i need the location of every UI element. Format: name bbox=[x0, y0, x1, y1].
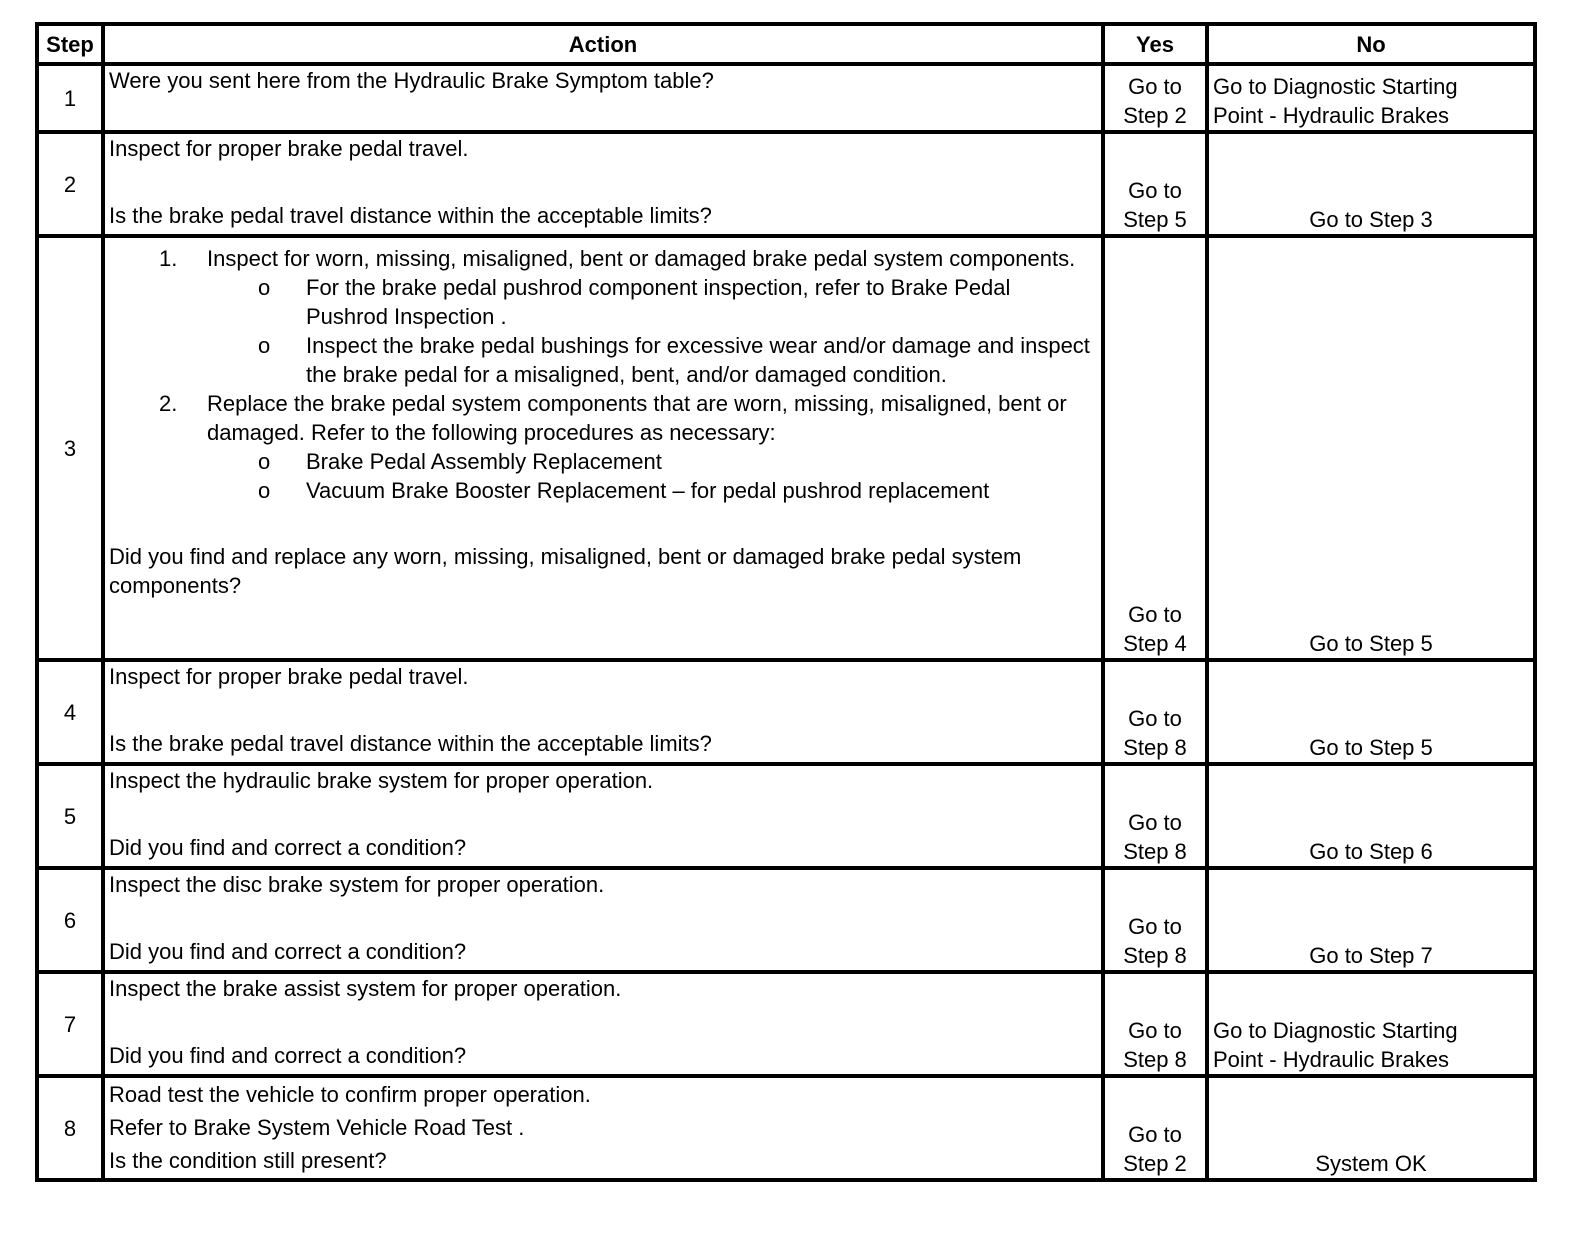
sub-list bbox=[207, 273, 1097, 389]
no-text: Go to Step 6 bbox=[1309, 839, 1433, 864]
procedure-number: 1. bbox=[159, 246, 178, 271]
table-row bbox=[37, 64, 1535, 132]
action-question: Is the brake pedal travel distance within the acceptable limits? bbox=[109, 731, 712, 756]
step-number: 8 bbox=[37, 1076, 103, 1180]
no-text: Point - Hydraulic Brakes bbox=[1213, 103, 1449, 128]
no-text: Point - Hydraulic Brakes bbox=[1213, 1047, 1449, 1072]
header-step: Step bbox=[37, 24, 103, 64]
yes-cell bbox=[1103, 1076, 1207, 1180]
sub-item-text: For the brake pedal pushrod component inspection, refer to Brake Pedal Pushrod Inspection . bbox=[306, 275, 1011, 329]
yes-text: Step 4 bbox=[1123, 631, 1187, 656]
sub-item bbox=[108, 447, 1097, 476]
yes-cell bbox=[1103, 868, 1207, 972]
yes-text: Go to bbox=[1128, 810, 1182, 835]
action-instruction: Inspect the brake assist system for proper operation. bbox=[109, 976, 622, 1001]
yes-text: Step 8 bbox=[1123, 839, 1187, 864]
yes-cell bbox=[1103, 236, 1207, 660]
spacer bbox=[109, 1003, 1097, 1041]
action-cell bbox=[103, 236, 1103, 660]
no-cell bbox=[1207, 868, 1535, 972]
yes-text: Go to bbox=[1128, 1018, 1182, 1043]
yes-text: Step 8 bbox=[1123, 735, 1187, 760]
action-instruction: Road test the vehicle to confirm proper operation. bbox=[109, 1082, 591, 1107]
step-number: 5 bbox=[37, 764, 103, 868]
spacer bbox=[109, 163, 1097, 201]
no-cell bbox=[1207, 236, 1535, 660]
no-text: System OK bbox=[1315, 1151, 1427, 1176]
step-number: 2 bbox=[37, 132, 103, 236]
yes-cell bbox=[1103, 132, 1207, 236]
sub-item bbox=[108, 273, 1097, 331]
no-text: Go to Diagnostic Starting bbox=[1213, 74, 1458, 99]
diagnostic-table bbox=[35, 22, 1537, 1182]
step-number: 7 bbox=[37, 972, 103, 1076]
sub-list bbox=[207, 447, 1097, 505]
spacer bbox=[109, 505, 1097, 542]
header-action: Action bbox=[103, 24, 1103, 64]
procedure-number: 2. bbox=[159, 391, 178, 416]
action-question: Is the brake pedal travel distance within the acceptable limits? bbox=[109, 203, 712, 228]
procedure-text: Inspect for worn, missing, misaligned, bent or damaged brake pedal system components. bbox=[207, 246, 1076, 271]
action-instruction: Inspect the hydraulic brake system for proper operation. bbox=[109, 768, 654, 793]
no-cell bbox=[1207, 64, 1535, 132]
yes-text: Go to bbox=[1128, 914, 1182, 939]
table-row bbox=[37, 660, 1535, 764]
action-reference: Refer to Brake System Vehicle Road Test . bbox=[109, 1115, 525, 1140]
yes-text: Go to bbox=[1128, 74, 1182, 99]
header-yes: Yes bbox=[1103, 24, 1207, 64]
action-text: Were you sent here from the Hydraulic Brake Symptom table? bbox=[109, 68, 714, 93]
no-cell bbox=[1207, 660, 1535, 764]
yes-text: Go to bbox=[1128, 706, 1182, 731]
sub-item bbox=[108, 331, 1097, 389]
step-number: 4 bbox=[37, 660, 103, 764]
step-number: 6 bbox=[37, 868, 103, 972]
spacer bbox=[109, 795, 1097, 833]
action-cell bbox=[103, 660, 1103, 764]
yes-cell bbox=[1103, 660, 1207, 764]
step-number: 1 bbox=[37, 64, 103, 132]
action-instruction: Inspect for proper brake pedal travel. bbox=[109, 136, 469, 161]
bullet-icon: o bbox=[258, 478, 271, 503]
spacer bbox=[109, 899, 1097, 937]
no-text: Go to Diagnostic Starting bbox=[1213, 1018, 1458, 1043]
action-cell bbox=[103, 972, 1103, 1076]
bullet-icon: o bbox=[258, 275, 271, 300]
yes-text: Step 2 bbox=[1123, 103, 1187, 128]
action-cell bbox=[103, 64, 1103, 132]
procedure-text: Replace the brake pedal system components that are worn, missing, misaligned, bent or damaged. Refer to the following procedures as necessary: bbox=[207, 391, 1067, 445]
action-instruction: Inspect the disc brake system for proper operation. bbox=[109, 872, 605, 897]
no-text: Go to Step 3 bbox=[1309, 207, 1433, 232]
no-text: Go to Step 5 bbox=[1309, 631, 1433, 656]
procedure-list bbox=[109, 244, 1097, 505]
action-cell bbox=[103, 764, 1103, 868]
header-row bbox=[37, 24, 1535, 64]
sub-item bbox=[108, 476, 1097, 505]
yes-cell bbox=[1103, 972, 1207, 1076]
no-cell bbox=[1207, 764, 1535, 868]
yes-text: Go to bbox=[1128, 1122, 1182, 1147]
yes-text: Go to bbox=[1128, 178, 1182, 203]
no-cell bbox=[1207, 1076, 1535, 1180]
no-text: Go to Step 7 bbox=[1309, 943, 1433, 968]
yes-text: Step 5 bbox=[1123, 207, 1187, 232]
action-question: Did you find and correct a condition? bbox=[109, 1043, 467, 1068]
spacer bbox=[109, 691, 1097, 729]
action-cell bbox=[103, 868, 1103, 972]
table-row bbox=[37, 764, 1535, 868]
step-number: 3 bbox=[37, 236, 103, 660]
no-cell bbox=[1207, 972, 1535, 1076]
sub-item-text: Brake Pedal Assembly Replacement bbox=[306, 449, 662, 474]
sub-item-text: Inspect the brake pedal bushings for excessive wear and/or damage and inspect the brake pedal for a misaligned, bent, and/or damaged condition. bbox=[306, 333, 1090, 387]
table-row bbox=[37, 868, 1535, 972]
action-question: Did you find and replace any worn, missing, misaligned, bent or damaged brake pedal system components? bbox=[109, 544, 1022, 598]
action-cell bbox=[103, 1076, 1103, 1180]
yes-text: Go to bbox=[1128, 602, 1182, 627]
yes-text: Step 2 bbox=[1123, 1151, 1187, 1176]
procedure-item bbox=[109, 389, 1097, 505]
yes-text: Step 8 bbox=[1123, 1047, 1187, 1072]
table-row bbox=[37, 972, 1535, 1076]
sub-item-text: Vacuum Brake Booster Replacement – for pedal pushrod replacement bbox=[306, 478, 990, 503]
table-row bbox=[37, 132, 1535, 236]
header-no: No bbox=[1207, 24, 1535, 64]
table-row bbox=[37, 1076, 1535, 1180]
procedure-item bbox=[109, 244, 1097, 389]
no-cell bbox=[1207, 132, 1535, 236]
table-row bbox=[37, 236, 1535, 660]
action-question: Did you find and correct a condition? bbox=[109, 939, 467, 964]
bullet-icon: o bbox=[258, 333, 271, 358]
action-instruction: Inspect for proper brake pedal travel. bbox=[109, 664, 469, 689]
action-cell bbox=[103, 132, 1103, 236]
yes-text: Step 8 bbox=[1123, 943, 1187, 968]
bullet-icon: o bbox=[258, 449, 271, 474]
action-question: Is the condition still present? bbox=[109, 1148, 387, 1173]
no-text: Go to Step 5 bbox=[1309, 735, 1433, 760]
action-question: Did you find and correct a condition? bbox=[109, 835, 467, 860]
yes-cell bbox=[1103, 764, 1207, 868]
yes-cell bbox=[1103, 64, 1207, 132]
